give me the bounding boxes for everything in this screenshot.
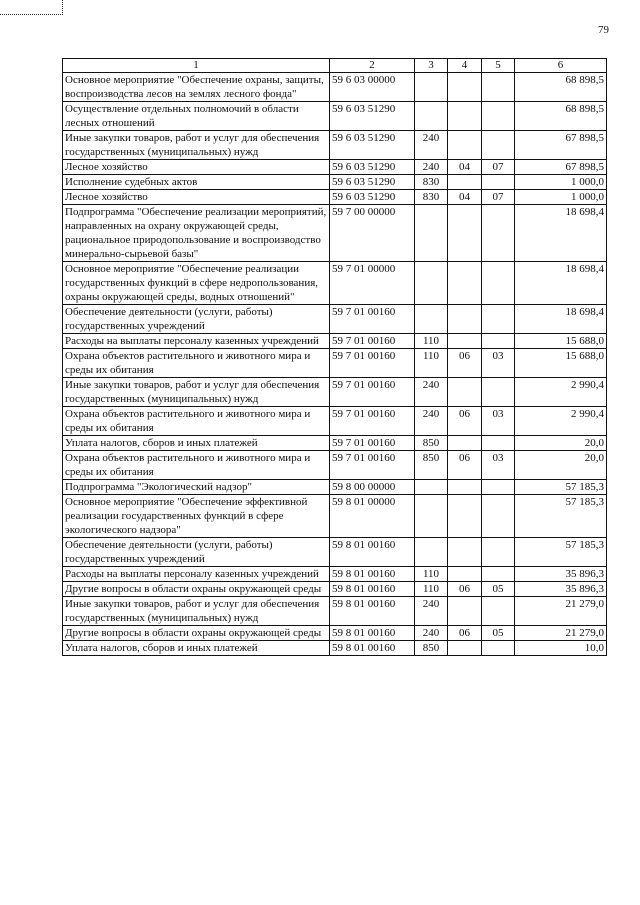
row-amount-cell: 1 000,0 [515,190,607,205]
table-row [63,73,607,102]
row-name-cell: Иные закупки товаров, работ и услуг для обеспечения государственных (муниципальных) нужд [63,378,330,407]
table-row [63,175,607,190]
row-subsection-cell [482,495,515,538]
row-expense-type-cell [415,262,448,305]
header-col-1: 1 [63,59,330,73]
row-section-cell: 04 [448,160,482,175]
row-name-cell: Уплата налогов, сборов и иных платежей [63,641,330,656]
table-row [63,538,607,567]
table-row [63,205,607,262]
table-row [63,480,607,495]
row-subsection-cell [482,131,515,160]
row-name-cell: Подпрограмма "Обеспечение реализации мероприятий, направленных на охрану окружающей среды, рациональное природопользование и воспроизводство минерально-сырьевой базы" [63,205,330,262]
row-expense-type-cell: 110 [415,582,448,597]
row-name-cell: Исполнение судебных актов [63,175,330,190]
row-code-cell: 59 6 03 51290 [330,190,415,205]
row-section-cell: 06 [448,582,482,597]
row-amount-cell: 35 896,3 [515,582,607,597]
row-code-cell: 59 7 01 00160 [330,305,415,334]
row-expense-type-cell: 240 [415,597,448,626]
row-code-cell: 59 7 00 00000 [330,205,415,262]
row-subsection-cell [482,378,515,407]
row-section-cell: 06 [448,349,482,378]
scan-corner-mark [0,0,63,15]
row-expense-type-cell: 240 [415,378,448,407]
table-row [63,407,607,436]
table-row [63,567,607,582]
row-subsection-cell [482,641,515,656]
row-name-cell: Иные закупки товаров, работ и услуг для обеспечения государственных (муниципальных) нужд [63,597,330,626]
row-name-cell: Лесное хозяйство [63,190,330,205]
row-subsection-cell: 03 [482,451,515,480]
row-name-cell: Подпрограмма "Экологический надзор" [63,480,330,495]
row-amount-cell: 67 898,5 [515,160,607,175]
row-code-cell: 59 7 01 00160 [330,349,415,378]
row-expense-type-cell [415,73,448,102]
row-expense-type-cell: 240 [415,407,448,436]
table-row [63,190,607,205]
row-code-cell: 59 7 01 00160 [330,407,415,436]
row-code-cell: 59 6 03 51290 [330,175,415,190]
row-subsection-cell [482,334,515,349]
row-amount-cell: 67 898,5 [515,131,607,160]
row-subsection-cell [482,73,515,102]
row-subsection-cell: 07 [482,160,515,175]
row-code-cell: 59 7 01 00160 [330,451,415,480]
row-code-cell: 59 7 01 00160 [330,378,415,407]
row-code-cell: 59 8 00 00000 [330,480,415,495]
row-section-cell [448,436,482,451]
row-code-cell: 59 7 01 00000 [330,262,415,305]
row-subsection-cell [482,175,515,190]
row-name-cell: Другие вопросы в области охраны окружающей среды [63,626,330,641]
row-section-cell [448,597,482,626]
row-name-cell: Обеспечение деятельности (услуги, работы) государственных учреждений [63,305,330,334]
row-amount-cell: 18 698,4 [515,205,607,262]
row-section-cell [448,305,482,334]
table-row [63,334,607,349]
row-section-cell [448,538,482,567]
row-code-cell: 59 6 03 51290 [330,102,415,131]
row-code-cell: 59 7 01 00160 [330,334,415,349]
row-subsection-cell [482,102,515,131]
row-name-cell: Расходы на выплаты персоналу казенных учреждений [63,334,330,349]
row-section-cell [448,131,482,160]
table-row [63,262,607,305]
row-section-cell [448,334,482,349]
table-row [63,451,607,480]
row-name-cell: Основное мероприятие "Обеспечение реализации государственных функций в сфере недропользования, охраны окружающей среды, водных отношений" [63,262,330,305]
row-subsection-cell [482,538,515,567]
table-row [63,626,607,641]
table-row [63,160,607,175]
row-code-cell: 59 8 01 00160 [330,626,415,641]
row-amount-cell: 57 185,3 [515,538,607,567]
row-expense-type-cell: 110 [415,334,448,349]
row-amount-cell: 18 698,4 [515,305,607,334]
row-amount-cell: 21 279,0 [515,597,607,626]
row-section-cell [448,378,482,407]
header-col-5: 5 [482,59,515,73]
row-expense-type-cell: 830 [415,175,448,190]
row-name-cell: Иные закупки товаров, работ и услуг для обеспечения государственных (муниципальных) нужд [63,131,330,160]
row-expense-type-cell: 240 [415,131,448,160]
row-section-cell [448,175,482,190]
row-code-cell: 59 8 01 00160 [330,582,415,597]
row-amount-cell: 2 990,4 [515,378,607,407]
header-col-3: 3 [415,59,448,73]
row-section-cell [448,495,482,538]
row-name-cell: Осуществление отдельных полномочий в области лесных отношений [63,102,330,131]
row-subsection-cell [482,205,515,262]
row-amount-cell: 57 185,3 [515,495,607,538]
row-name-cell: Уплата налогов, сборов и иных платежей [63,436,330,451]
row-expense-type-cell [415,102,448,131]
page-number: 79 [598,24,609,36]
row-section-cell: 06 [448,626,482,641]
row-amount-cell: 68 898,5 [515,102,607,131]
row-subsection-cell [482,597,515,626]
row-amount-cell: 10,0 [515,641,607,656]
row-expense-type-cell: 830 [415,190,448,205]
row-amount-cell: 1 000,0 [515,175,607,190]
row-name-cell: Охрана объектов растительного и животного мира и среды их обитания [63,451,330,480]
row-name-cell: Лесное хозяйство [63,160,330,175]
row-amount-cell: 18 698,4 [515,262,607,305]
row-subsection-cell: 07 [482,190,515,205]
row-expense-type-cell [415,495,448,538]
row-code-cell: 59 7 01 00160 [330,436,415,451]
row-amount-cell: 57 185,3 [515,480,607,495]
table-row [63,305,607,334]
row-subsection-cell [482,436,515,451]
row-name-cell: Охрана объектов растительного и животного мира и среды их обитания [63,407,330,436]
row-amount-cell: 15 688,0 [515,334,607,349]
row-name-cell: Обеспечение деятельности (услуги, работы) государственных учреждений [63,538,330,567]
row-expense-type-cell: 110 [415,349,448,378]
row-name-cell: Основное мероприятие "Обеспечение охраны, защиты, воспроизводства лесов на землях лесного фонда" [63,73,330,102]
row-section-cell: 06 [448,451,482,480]
row-expense-type-cell: 110 [415,567,448,582]
row-section-cell: 04 [448,190,482,205]
row-amount-cell: 20,0 [515,451,607,480]
row-name-cell: Охрана объектов растительного и животного мира и среды их обитания [63,349,330,378]
row-section-cell [448,102,482,131]
table-row [63,495,607,538]
row-expense-type-cell: 850 [415,451,448,480]
row-expense-type-cell [415,538,448,567]
table-row [63,102,607,131]
row-expense-type-cell: 240 [415,626,448,641]
row-amount-cell: 68 898,5 [515,73,607,102]
row-subsection-cell: 05 [482,582,515,597]
table-row [63,378,607,407]
row-code-cell: 59 8 01 00160 [330,641,415,656]
row-code-cell: 59 6 03 51290 [330,131,415,160]
row-section-cell [448,205,482,262]
row-name-cell: Расходы на выплаты персоналу казенных учреждений [63,567,330,582]
row-name-cell: Другие вопросы в области охраны окружающей среды [63,582,330,597]
row-subsection-cell [482,567,515,582]
row-expense-type-cell: 850 [415,436,448,451]
row-subsection-cell: 03 [482,407,515,436]
row-section-cell [448,480,482,495]
row-code-cell: 59 8 01 00160 [330,538,415,567]
row-expense-type-cell: 850 [415,641,448,656]
table-row [63,597,607,626]
header-col-4: 4 [448,59,482,73]
row-amount-cell: 20,0 [515,436,607,451]
row-subsection-cell [482,480,515,495]
row-section-cell [448,567,482,582]
row-expense-type-cell [415,205,448,262]
row-amount-cell: 21 279,0 [515,626,607,641]
row-code-cell: 59 6 03 51290 [330,160,415,175]
row-code-cell: 59 6 03 00000 [330,73,415,102]
row-expense-type-cell: 240 [415,160,448,175]
header-col-2: 2 [330,59,415,73]
row-amount-cell: 35 896,3 [515,567,607,582]
table-row [63,436,607,451]
header-col-6: 6 [515,59,607,73]
header-row [63,59,607,73]
row-code-cell: 59 8 01 00000 [330,495,415,538]
row-amount-cell: 2 990,4 [515,407,607,436]
row-amount-cell: 15 688,0 [515,349,607,378]
row-expense-type-cell [415,480,448,495]
table-row [63,582,607,597]
row-code-cell: 59 8 01 00160 [330,567,415,582]
row-name-cell: Основное мероприятие "Обеспечение эффективной реализации государственных функций в сфере экологического надзора" [63,495,330,538]
row-expense-type-cell [415,305,448,334]
table-body [63,73,607,656]
table-row [63,641,607,656]
row-section-cell [448,641,482,656]
row-section-cell [448,262,482,305]
row-subsection-cell: 03 [482,349,515,378]
row-subsection-cell [482,262,515,305]
table-row [63,349,607,378]
row-subsection-cell: 05 [482,626,515,641]
row-section-cell: 06 [448,407,482,436]
table-row [63,131,607,160]
budget-table [62,58,607,656]
row-section-cell [448,73,482,102]
row-subsection-cell [482,305,515,334]
row-code-cell: 59 8 01 00160 [330,597,415,626]
